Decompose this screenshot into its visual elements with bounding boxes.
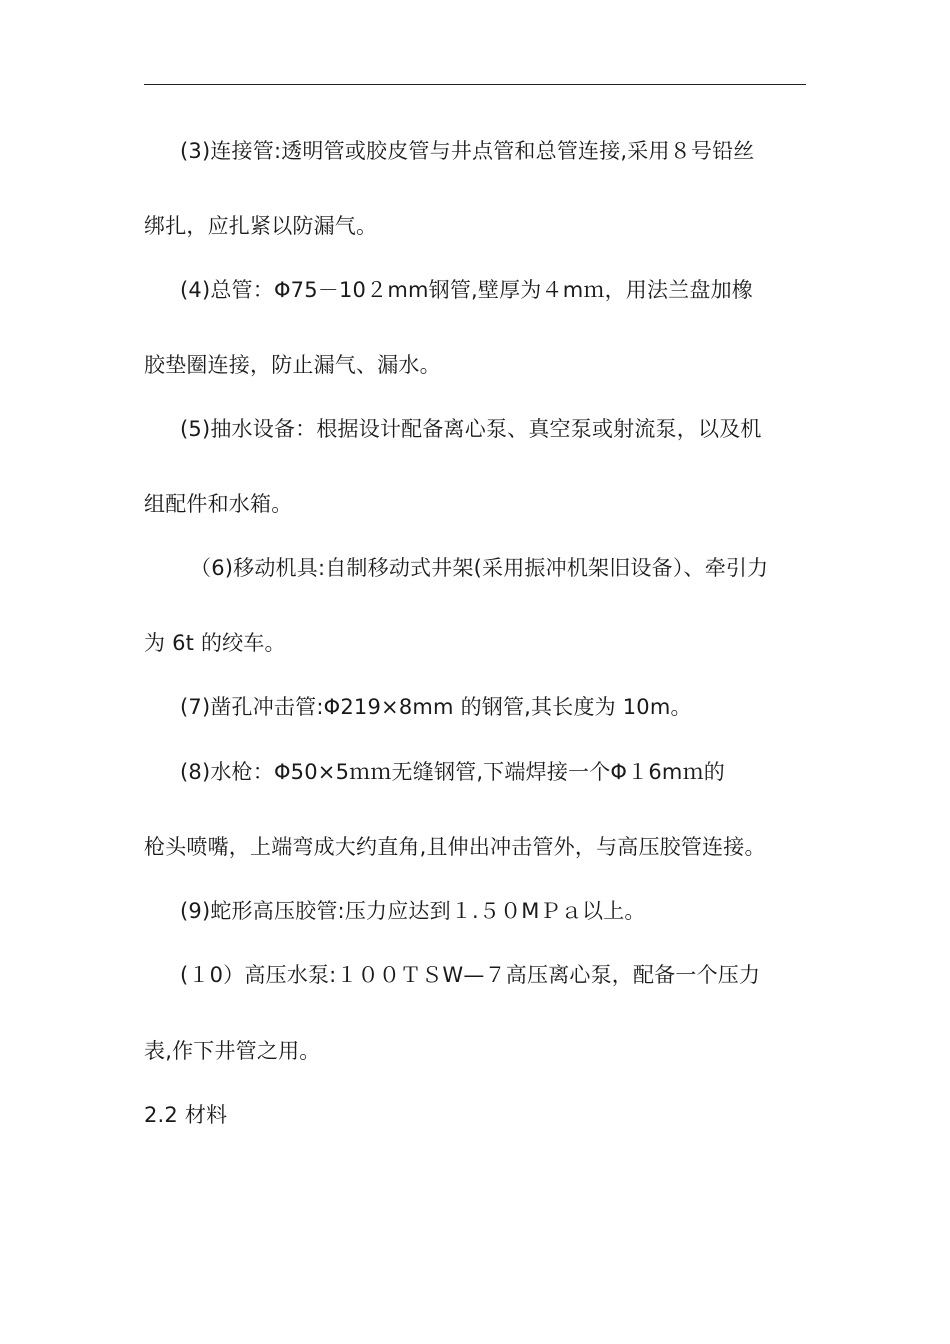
paragraph-line: (7)凿孔冲击管:Φ219×8mm 的钢管,其长度为 10m。 (180, 695, 692, 719)
paragraph-line: 表,作下井管之用。 (144, 1039, 321, 1063)
paragraph-line: (8)水枪：Φ50×5ｍｍ无缝钢管,下端焊接一个Φ１6mｍ的 (180, 760, 725, 784)
paragraph-line: (3)连接管:透明管或胶皮管与井点管和总管连接,采用８号铅丝 (180, 139, 755, 163)
paragraph-line: 胶垫圈连接，防止漏气、漏水。 (144, 353, 441, 377)
paragraph-line: (9)蛇形高压胶管:压力应达到１.５０MＰａ以上。 (180, 899, 646, 923)
paragraph-line: 为 6t 的绞车。 (144, 631, 286, 655)
section-heading: 2.2 材料 (144, 1103, 228, 1127)
paragraph-line: (4)总管：Φ75－10２mm钢管,壁厚为４mｍ，用法兰盘加橡 (180, 278, 753, 302)
paragraph-line: （6)移动机具:自制移动式井架(采用振冲机架旧设备）、牵引力 (190, 556, 769, 580)
paragraph-line: (１0）高压水泵:１００ＴＳW—７高压离心泵，配备一个压力 (180, 963, 761, 987)
paragraph-line: (5)抽水设备：根据设计配备离心泵、真空泵或射流泵，以及机 (180, 417, 762, 441)
paragraph-line: 枪头喷嘴，上端弯成大约直角,且伸出冲击管外，与高压胶管连接。 (144, 835, 766, 859)
paragraph-line: 绑扎，应扎紧以防漏气。 (144, 214, 378, 238)
header-rule (144, 84, 806, 85)
paragraph-line: 组配件和水箱。 (144, 492, 293, 516)
